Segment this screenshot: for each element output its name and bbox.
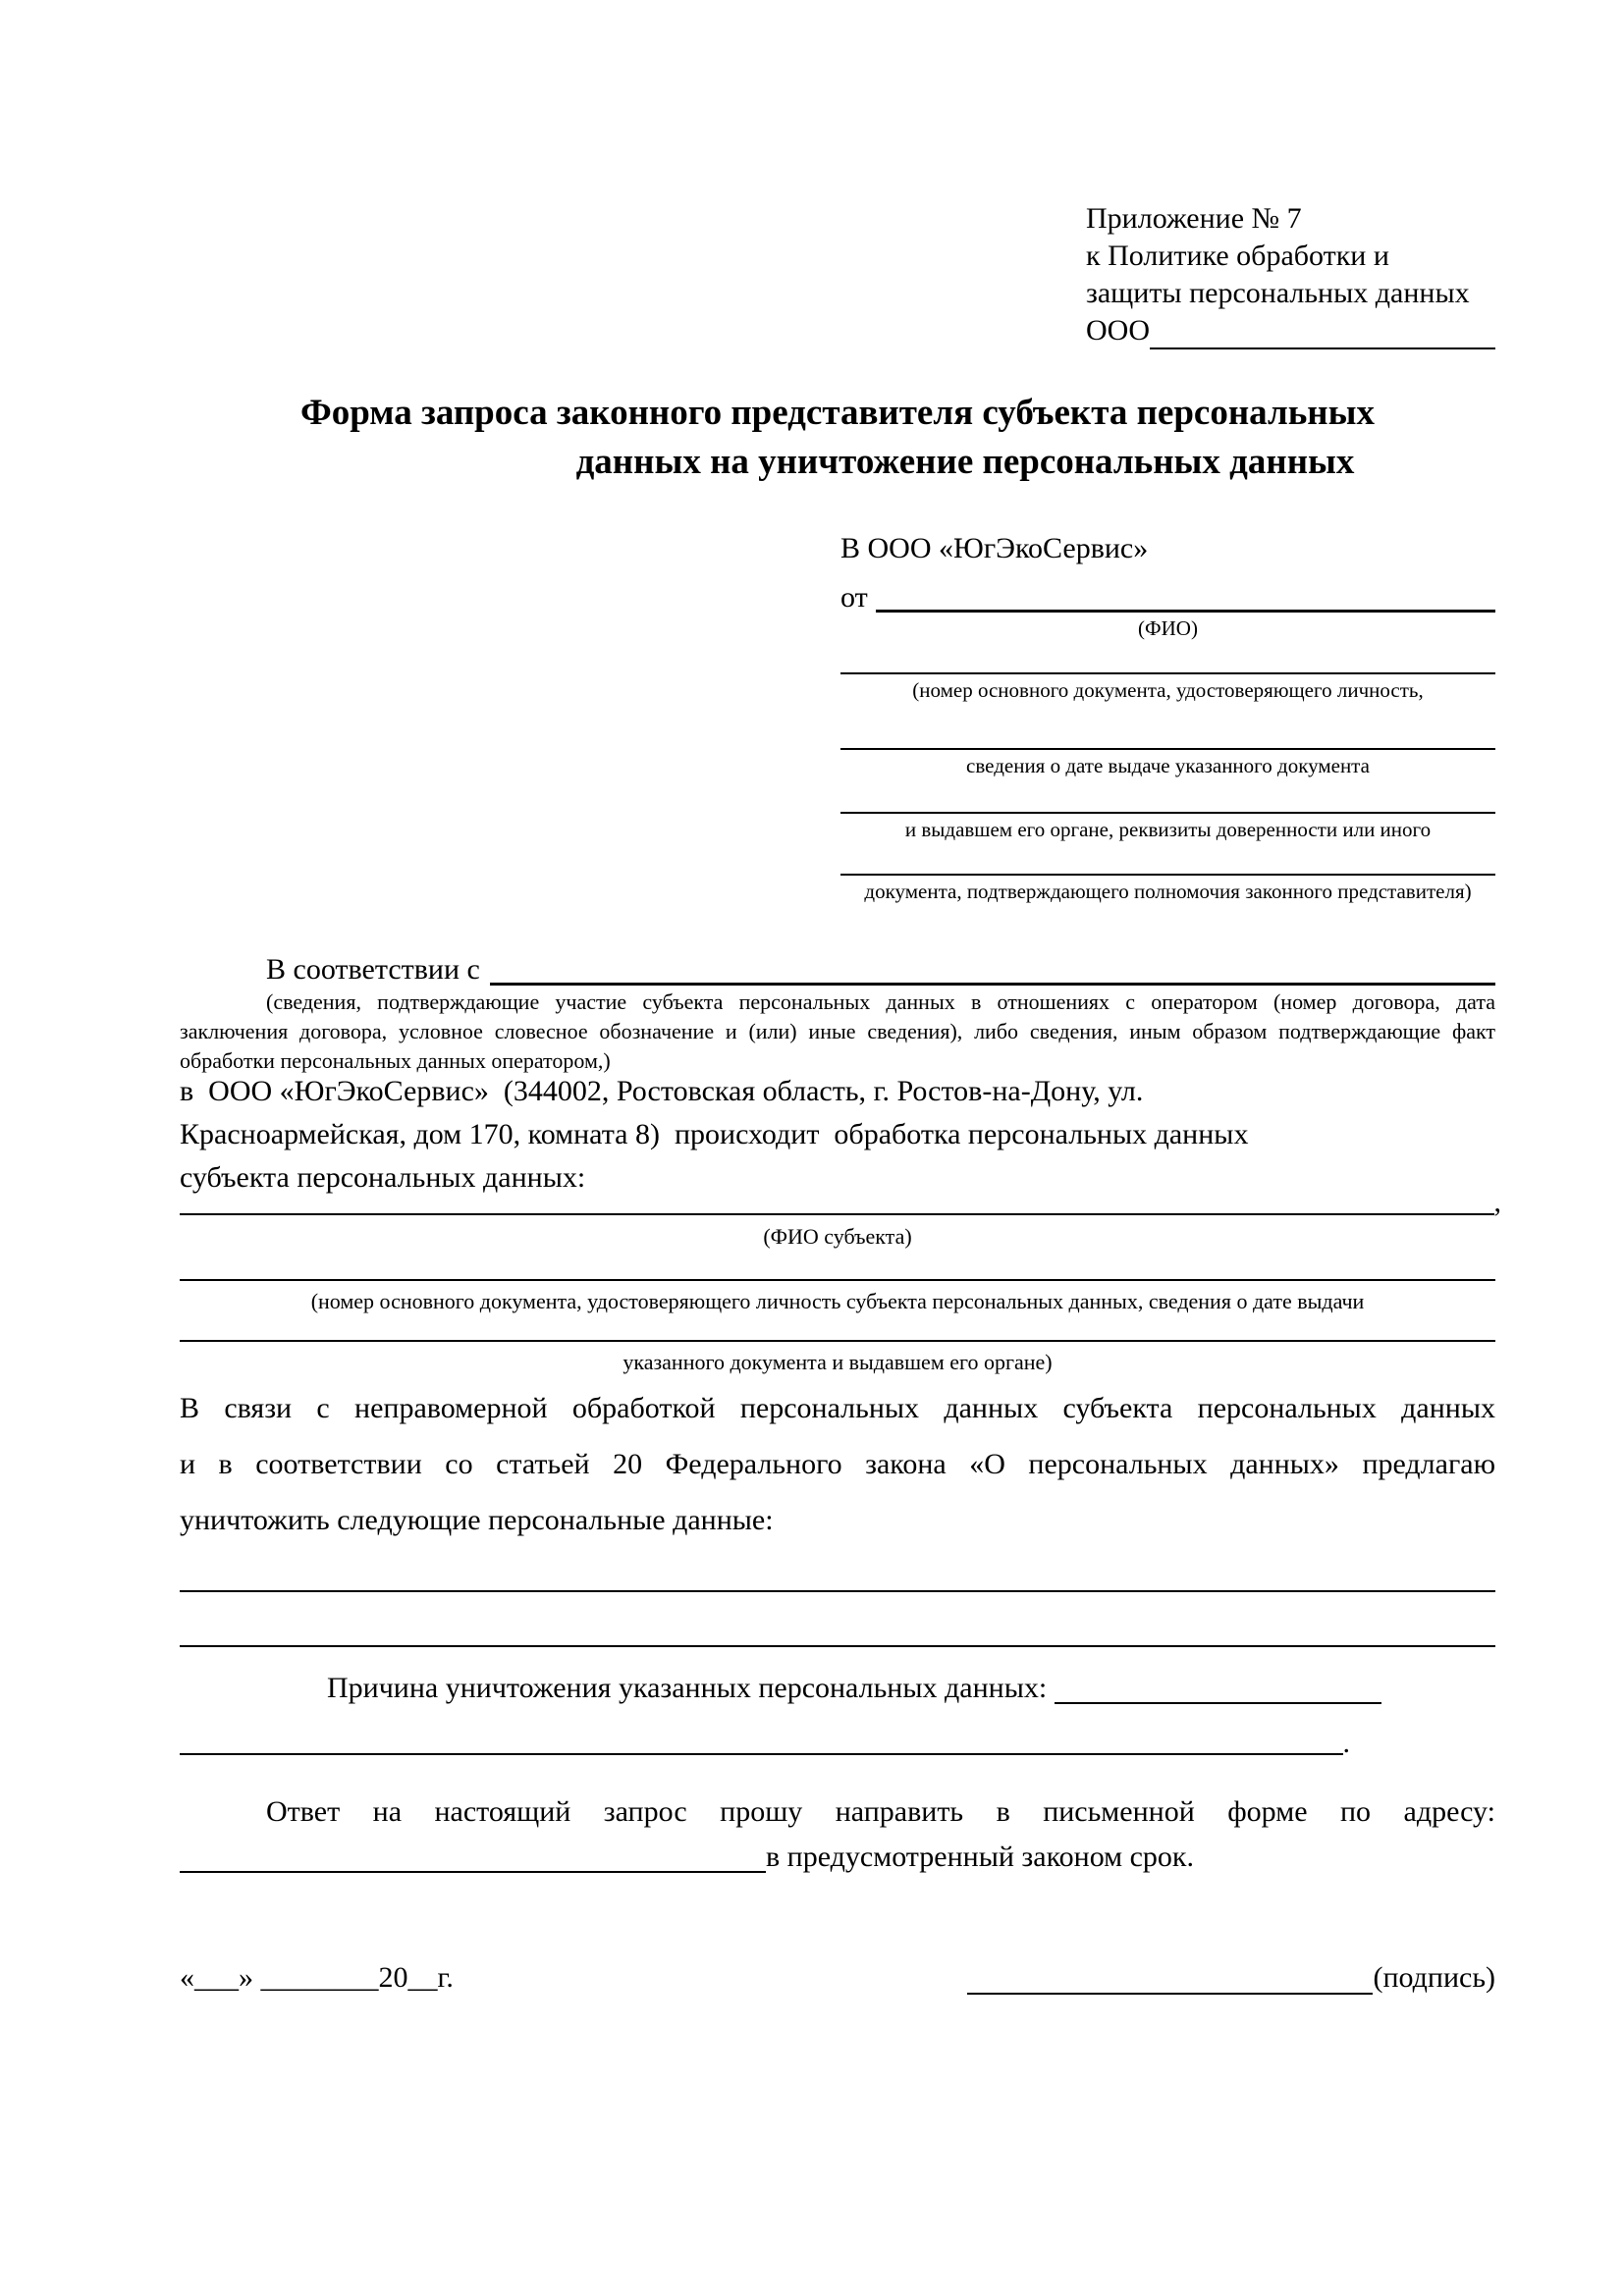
reply-deadline-text: в предусмотренный законом срок. [766,1841,1194,1873]
personal-data-blank-line-2 [180,1645,1495,1647]
reason-row [180,1669,1381,1704]
identity-doc-caption-2: сведения о дате выдаче указанного документа [966,754,1370,777]
reply-address-blank-line [180,1842,766,1873]
operator-paragraph-line-2: Красноармейская, дом 170, комната 8) происходит обработка персональных данных [180,1118,1249,1150]
identity-doc-blank-line-2 [840,726,1495,750]
reason-period: . [1342,1727,1350,1759]
subject-doc-blank-line-1 [180,1279,1495,1281]
operator-paragraph-line-1: в ООО «ЮгЭкоСервис» (344002, Ростовская область, г. Ростов-на-Дону, ул. [180,1075,1144,1107]
reason-continuation-line [180,1722,1350,1759]
request-paragraph-line-2: и в соответствии со статьей 20 Федерального закона «О персональных данных» предлагаю [180,1448,1495,1480]
appendix-policy-line-2: защиты персональных данных [1086,277,1470,309]
fio-blank-line [876,580,1495,613]
subject-doc-caption-1: (номер основного документа, удостоверяющего личность субъекта персональных данных, сведения о дате выдачи [310,1289,1365,1313]
footer-row [180,1959,1495,1995]
operator-paragraph [180,1070,1495,1200]
accordance-blank-line [490,951,1495,986]
accordance-label: В соответствии с [266,953,480,986]
from-row [840,581,1495,613]
ooo-blank-line [1150,318,1495,349]
reason-continuation-blank [180,1730,1343,1755]
accordance-note [180,988,1495,1076]
subject-doc-blank-line-2 [180,1340,1495,1342]
addressee-org: В ООО «ЮгЭкоСервис» [840,532,1149,564]
reason-blank-line [1055,1671,1381,1704]
signature-caption: (подпись) [1373,1961,1495,1994]
accordance-note-line-1: (сведения, подтверждающие участие субъекта персональных данных в отношениях с оператором (номер договора, дата [266,989,1495,1014]
reply-paragraph-line: Ответ на настоящий запрос прошу направить в письменной форме по адресу: [266,1795,1495,1828]
appendix-policy-line-1: к Политике обработки и [1086,240,1389,272]
personal-data-blank-line-1 [180,1590,1495,1592]
request-paragraph-line-3: уничтожить следующие персональные данные: [180,1504,774,1536]
reply-address-row [180,1842,1495,1873]
subject-fio-row [180,1182,1501,1218]
request-paragraph [180,1380,1495,1548]
identity-doc-blank-line-1 [840,651,1495,674]
title-line-2: данных на уничтожение персональных данных [575,442,1355,482]
addressee-block [840,528,1495,904]
identity-doc-blank-line-3 [840,790,1495,814]
appendix-block [1086,200,1495,349]
subject-fio-caption: (ФИО субъекта) [763,1224,912,1249]
signature-blank-line [967,1961,1373,1995]
accordance-row [180,948,1495,986]
identity-doc-caption-4: документа, подтверждающего полномочия законного представителя) [864,880,1472,903]
accordance-note-line-3: обработки персональных данных оператором,) [180,1048,611,1073]
date-line: «___» ________20__г. [180,1961,454,1994]
identity-doc-blank-line-4 [840,852,1495,876]
appendix-number-line: Приложение № 7 [1086,202,1302,235]
fio-caption: (ФИО) [1138,616,1198,640]
request-paragraph-line-1: В связи с неправомерной обработкой персональных данных субъекта персональных данных [180,1392,1495,1424]
subject-fio-blank-line [180,1188,1494,1215]
ooo-label: ООО [1086,314,1150,347]
title-line-1: Форма запроса законного представителя субъекта персональных [299,393,1375,433]
identity-doc-caption-3: и выдавшем его органе, реквизиты доверенности или иного [904,818,1432,841]
from-label: от [840,581,868,614]
reason-label: Причина уничтожения указанных персональных данных: [327,1672,1048,1704]
operator-paragraph-line-3: субъекта персональных данных: [180,1161,586,1194]
appendix-ooo-row [1086,312,1495,349]
signature-group [967,1961,1495,1995]
identity-doc-caption-1: (номер основного документа, удостоверяющего личность, [912,678,1424,702]
subject-fio-trailing-comma: , [1493,1186,1501,1218]
accordance-note-line-2: заключения договора, условное словесное обозначение и (или) иные сведения), либо сведения, иным образом подтверждающие факт [180,1019,1495,1043]
subject-doc-caption-2: указанного документа и выдавшем его органе) [623,1350,1053,1374]
document-title [180,389,1495,487]
